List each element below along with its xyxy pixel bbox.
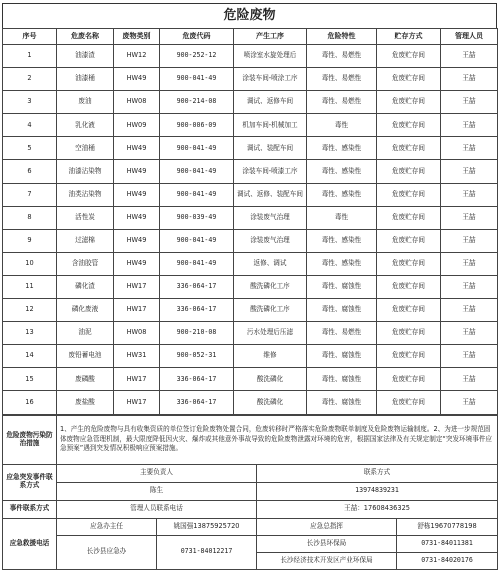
- emergency-head-person: 主要负责人: [57, 464, 257, 482]
- table-row: [3, 275, 498, 298]
- rescue-env-phone: 0731-84011381: [397, 535, 498, 552]
- cell-manager: 王喆: [441, 183, 498, 206]
- cell-process: 调试、装配车间: [234, 137, 307, 160]
- cell-storage: 危废贮存间: [377, 252, 441, 275]
- cell-hazard: 毒性、易燃性: [307, 322, 377, 345]
- cell-manager: 王喆: [441, 206, 498, 229]
- rescue-park-phone: 0731-84020176: [397, 552, 498, 569]
- cell-storage: 危废贮存间: [377, 160, 441, 183]
- cell-index: 8: [3, 206, 57, 229]
- cell-hazard: 毒性、腐蚀性: [307, 368, 377, 391]
- table-row: [3, 229, 498, 252]
- table-row: [3, 322, 498, 345]
- cell-hazard: 毒性、感染性: [307, 160, 377, 183]
- table-header-row: [3, 29, 498, 45]
- cell-hazard: 毒性、易燃性: [307, 91, 377, 114]
- cell-process: 酸洗磷化: [234, 368, 307, 391]
- cell-process: 涂装车间-喷漆工序: [234, 160, 307, 183]
- rescue-park-label: 长沙经济技术开发区产业环保局: [257, 552, 397, 569]
- cell-storage: 危废贮存间: [377, 206, 441, 229]
- cell-manager: 王喆: [441, 137, 498, 160]
- cell-waste-name: 油漆渣: [57, 45, 114, 68]
- cell-process: 返修、调试: [234, 252, 307, 275]
- cell-waste-name: 乳化液: [57, 114, 114, 137]
- cell-storage: 危废贮存间: [377, 229, 441, 252]
- col-header-hazard: 危险特性: [307, 29, 377, 45]
- cell-process: 维修: [234, 345, 307, 368]
- cell-code: 900-041-49: [160, 160, 234, 183]
- cell-storage: 危废贮存间: [377, 299, 441, 322]
- cell-process: 酸洗磷化工序: [234, 275, 307, 298]
- cell-process: 酸洗磷化: [234, 391, 307, 414]
- cell-code: 900-039-49: [160, 206, 234, 229]
- table-row: [3, 114, 498, 137]
- cell-process: 污水处理后压滤: [234, 322, 307, 345]
- col-header-code: 危废代码: [160, 29, 234, 45]
- table-row: [3, 68, 498, 91]
- rescue-command-value: 舒栋19670778198: [397, 518, 498, 535]
- cell-hazard: 毒性、感染性: [307, 183, 377, 206]
- emergency-header-row: [3, 464, 498, 482]
- cell-manager: 王喆: [441, 229, 498, 252]
- emergency-label: 应急突发事件联系方式: [3, 464, 57, 500]
- cell-hazard: 毒性: [307, 114, 377, 137]
- cell-manager: 王喆: [441, 252, 498, 275]
- cell-index: 14: [3, 345, 57, 368]
- cell-manager: 王喆: [441, 322, 498, 345]
- cell-category: HW49: [114, 229, 160, 252]
- cell-code: 900-252-12: [160, 45, 234, 68]
- cell-code: 336-064-17: [160, 391, 234, 414]
- cell-code: 900-052-31: [160, 345, 234, 368]
- cell-index: 5: [3, 137, 57, 160]
- rescue-row-2: [3, 535, 498, 552]
- emergency-phone: 13974839231: [257, 482, 498, 500]
- cell-waste-name: 空油桶: [57, 137, 114, 160]
- cell-process: 涂装车间-喷涂工序: [234, 68, 307, 91]
- cell-code: 336-064-17: [160, 275, 234, 298]
- measures-label: 危险废物污染防治措施: [3, 415, 57, 464]
- cell-index: 11: [3, 275, 57, 298]
- col-header-process: 产生工序: [234, 29, 307, 45]
- cell-waste-name: 油漆沾染物: [57, 160, 114, 183]
- table-row: [3, 391, 498, 414]
- cell-storage: 危废贮存间: [377, 68, 441, 91]
- cell-hazard: 毒性、腐蚀性: [307, 299, 377, 322]
- table-row: [3, 137, 498, 160]
- rescue-county-phone: 0731-84012217: [157, 535, 257, 569]
- cell-index: 12: [3, 299, 57, 322]
- cell-index: 13: [3, 322, 57, 345]
- cell-category: HW49: [114, 252, 160, 275]
- cell-waste-name: 废油: [57, 91, 114, 114]
- rescue-label: 应急救援电话: [3, 518, 57, 569]
- cell-index: 16: [3, 391, 57, 414]
- measures-row: [3, 415, 498, 464]
- cell-manager: 王喆: [441, 299, 498, 322]
- cell-manager: 王喆: [441, 275, 498, 298]
- cell-category: HW17: [114, 299, 160, 322]
- cell-code: 900-041-49: [160, 252, 234, 275]
- cell-index: 15: [3, 368, 57, 391]
- cell-index: 2: [3, 68, 57, 91]
- cell-index: 7: [3, 183, 57, 206]
- cell-code: 336-064-17: [160, 368, 234, 391]
- contact-table: [2, 415, 498, 570]
- cell-category: HW49: [114, 206, 160, 229]
- col-header-category: 废物类别: [114, 29, 160, 45]
- cell-storage: 危废贮存间: [377, 183, 441, 206]
- cell-waste-name: 废铅蓄电池: [57, 345, 114, 368]
- cell-category: HW09: [114, 114, 160, 137]
- emergency-person: 陈生: [57, 482, 257, 500]
- cell-index: 6: [3, 160, 57, 183]
- cell-category: HW08: [114, 91, 160, 114]
- cell-manager: 王喆: [441, 345, 498, 368]
- rescue-county-label: 长沙县应急办: [57, 535, 157, 569]
- cell-hazard: 毒性、腐蚀性: [307, 345, 377, 368]
- cell-waste-name: 磷化废液: [57, 299, 114, 322]
- table-row: [3, 368, 498, 391]
- cell-manager: 王喆: [441, 160, 498, 183]
- cell-hazard: 毒性、腐蚀性: [307, 275, 377, 298]
- table-row: [3, 299, 498, 322]
- cell-waste-name: 过滤棉: [57, 229, 114, 252]
- rescue-env-label: 长沙县环保局: [257, 535, 397, 552]
- cell-waste-name: 油泥: [57, 322, 114, 345]
- cell-category: HW49: [114, 183, 160, 206]
- cell-process: 喷涂室水旋处理后: [234, 45, 307, 68]
- table-row: [3, 252, 498, 275]
- sheet-title: 危险废物: [2, 3, 497, 28]
- cell-category: HW49: [114, 160, 160, 183]
- cell-code: 900-041-49: [160, 137, 234, 160]
- cell-storage: 危废贮存间: [377, 91, 441, 114]
- cell-waste-name: 活性炭: [57, 206, 114, 229]
- cell-process: 调试、返修、装配车间: [234, 183, 307, 206]
- cell-code: 900-041-49: [160, 229, 234, 252]
- cell-index: 10: [3, 252, 57, 275]
- cell-storage: 危废贮存间: [377, 275, 441, 298]
- cell-category: HW17: [114, 275, 160, 298]
- cell-hazard: 毒性、易燃性: [307, 68, 377, 91]
- cell-waste-name: 废磷酸: [57, 368, 114, 391]
- cell-category: HW49: [114, 68, 160, 91]
- cell-index: 4: [3, 114, 57, 137]
- event-contact-person: 管理人员联系电话: [57, 500, 257, 518]
- cell-waste-name: 油类沾染物: [57, 183, 114, 206]
- col-header-manager: 管理人员: [441, 29, 498, 45]
- cell-storage: 危废贮存间: [377, 45, 441, 68]
- col-header-storage: 贮存方式: [377, 29, 441, 45]
- cell-storage: 危废贮存间: [377, 322, 441, 345]
- cell-storage: 危废贮存间: [377, 368, 441, 391]
- cell-code: 900-041-49: [160, 68, 234, 91]
- cell-hazard: 毒性、易燃性: [307, 45, 377, 68]
- cell-waste-name: 含油胶管: [57, 252, 114, 275]
- table-row: [3, 91, 498, 114]
- emergency-value-row: [3, 482, 498, 500]
- cell-storage: 危废贮存间: [377, 114, 441, 137]
- cell-manager: 王喆: [441, 45, 498, 68]
- table-row: [3, 183, 498, 206]
- cell-index: 3: [3, 91, 57, 114]
- cell-manager: 王喆: [441, 91, 498, 114]
- waste-table: [2, 28, 498, 415]
- cell-category: HW08: [114, 322, 160, 345]
- cell-process: 涂装废气治理: [234, 206, 307, 229]
- emergency-head-phone: 联系方式: [257, 464, 498, 482]
- cell-hazard: 毒性: [307, 206, 377, 229]
- table-row: [3, 206, 498, 229]
- cell-code: 900-006-09: [160, 114, 234, 137]
- cell-process: 调试、返修车间: [234, 91, 307, 114]
- cell-code: 900-041-49: [160, 183, 234, 206]
- cell-waste-name: 磷化渣: [57, 275, 114, 298]
- cell-storage: 危废贮存间: [377, 345, 441, 368]
- rescue-office-label: 应急办主任: [57, 518, 157, 535]
- cell-process: 酸洗磷化工序: [234, 299, 307, 322]
- measures-text: 1、产生的危险废物与具有收集资质的单位签订危险废物处置合同，危废转移时严格落实危险废物联单制度及危险废物运输制度。2、为进一步规范固体废物应急管理机制，最大限度降低因火灾、爆炸或其他意外事故导致的危险废物泄露对环境的危害，根据国家法律及有关规定制定“突发环境事件应急预案”遇到突发情况积极响应预案措施。: [57, 415, 498, 464]
- cell-category: HW17: [114, 368, 160, 391]
- cell-manager: 王喆: [441, 114, 498, 137]
- cell-index: 9: [3, 229, 57, 252]
- cell-code: 336-064-17: [160, 299, 234, 322]
- cell-index: 1: [3, 45, 57, 68]
- rescue-row-1: [3, 518, 498, 535]
- cell-hazard: 毒性、腐蚀性: [307, 391, 377, 414]
- cell-waste-name: 油漆桶: [57, 68, 114, 91]
- cell-hazard: 毒性、感染性: [307, 137, 377, 160]
- event-contact-row: [3, 500, 498, 518]
- hazardous-waste-sheet: [2, 3, 497, 570]
- rescue-office-value: 姚国强13875925720: [157, 518, 257, 535]
- cell-manager: 王喆: [441, 391, 498, 414]
- event-contact-label: 事件联系方式: [3, 500, 57, 518]
- cell-category: HW12: [114, 45, 160, 68]
- cell-category: HW17: [114, 391, 160, 414]
- table-row: [3, 345, 498, 368]
- cell-code: 900-214-08: [160, 91, 234, 114]
- cell-hazard: 毒性、感染性: [307, 252, 377, 275]
- col-header-name: 危废名称: [57, 29, 114, 45]
- cell-process: 涂装废气治理: [234, 229, 307, 252]
- cell-manager: 王喆: [441, 368, 498, 391]
- cell-process: 机加车间-机械加工: [234, 114, 307, 137]
- cell-waste-name: 废盐酸: [57, 391, 114, 414]
- table-row: [3, 160, 498, 183]
- rescue-command-label: 应急总指挥: [257, 518, 397, 535]
- cell-hazard: 毒性、感染性: [307, 229, 377, 252]
- event-contact-phone: 王喆：17608436325: [257, 500, 498, 518]
- cell-manager: 王喆: [441, 68, 498, 91]
- table-row: [3, 45, 498, 68]
- cell-storage: 危废贮存间: [377, 137, 441, 160]
- cell-code: 900-210-08: [160, 322, 234, 345]
- col-header-index: 序号: [3, 29, 57, 45]
- cell-category: HW49: [114, 137, 160, 160]
- cell-storage: 危废贮存间: [377, 391, 441, 414]
- cell-category: HW31: [114, 345, 160, 368]
